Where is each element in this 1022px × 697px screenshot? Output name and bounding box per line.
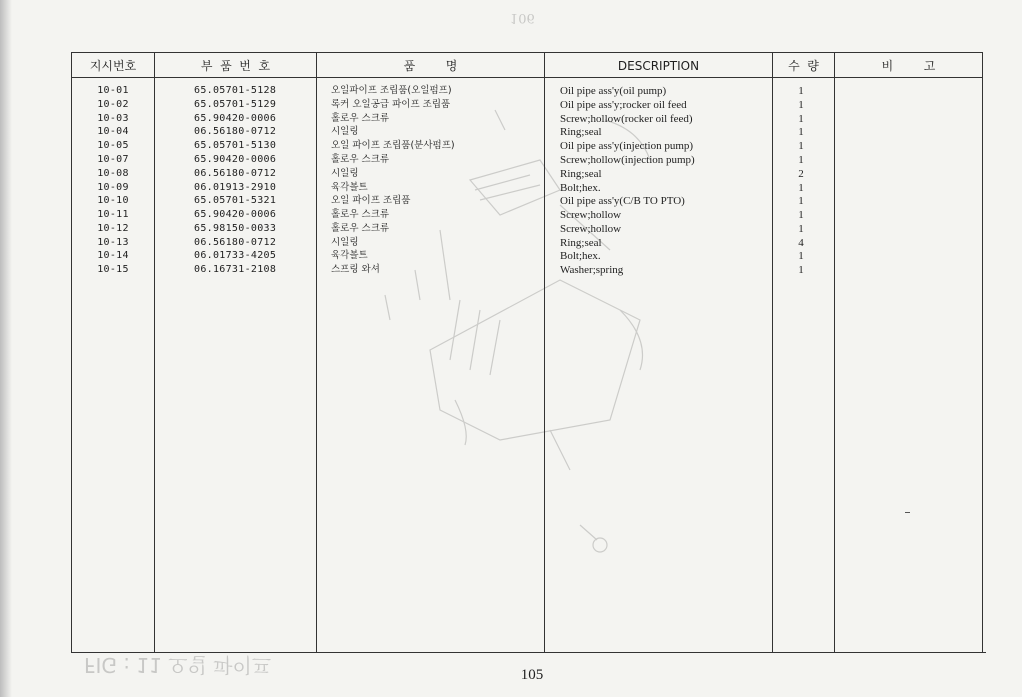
part-name-cell: 오일파이프 조립품(오일펌프) — [331, 85, 452, 96]
quantity-cell: 1 — [798, 99, 804, 111]
index-no-cell: 10-14 — [97, 250, 129, 261]
quantity-cell: 1 — [798, 250, 804, 262]
part-no-cell: 06.56180-0712 — [194, 126, 277, 137]
part-name-cell: 록커 오일공급 파이프 조립품 — [331, 99, 451, 110]
part-name-cell: 오일 파이프 조립품(분사펌프) — [331, 140, 455, 151]
index-no-cell: 10-05 — [97, 140, 129, 151]
description-cell: Oil pipe ass'y(C/B TO PTO) — [560, 195, 685, 207]
part-no-cell: 06.01913-2910 — [194, 182, 277, 193]
part-no-cell: 06.56180-0712 — [194, 168, 277, 179]
table-row — [0, 112, 1022, 126]
part-name-cell: 홀로우 스크류 — [331, 113, 390, 124]
index-no-cell: 10-03 — [97, 113, 129, 124]
quantity-cell: 1 — [798, 126, 804, 138]
index-no-cell: 10-01 — [97, 85, 129, 96]
quantity-cell: 1 — [798, 182, 804, 194]
header-description: DESCRIPTION — [617, 59, 700, 73]
part-no-cell: 65.90420-0006 — [194, 154, 277, 165]
part-name-cell: 시일링 — [331, 168, 359, 179]
quantity-cell: 1 — [798, 140, 804, 152]
table-row — [0, 194, 1022, 208]
table-row — [0, 181, 1022, 195]
index-no-cell: 10-15 — [97, 264, 129, 275]
table-header-rule — [71, 77, 982, 78]
part-no-cell: 65.05701-5129 — [194, 99, 277, 110]
index-no-cell: 10-08 — [97, 168, 129, 179]
part-name-cell: 홀로우 스크류 — [331, 209, 390, 220]
part-no-cell: 65.90420-0006 — [194, 209, 277, 220]
description-cell: Oil pipe ass'y;rocker oil feed — [560, 99, 687, 111]
description-cell: Ring;seal — [560, 168, 602, 180]
description-cell: Bolt;hex. — [560, 182, 601, 194]
description-cell: Bolt;hex. — [560, 250, 601, 262]
table-row — [0, 125, 1022, 139]
header-remarks: 비 고 — [881, 59, 936, 73]
part-no-cell: 65.05701-5321 — [194, 195, 277, 206]
header-index-no: 지시번호 — [89, 59, 137, 73]
index-no-cell: 10-09 — [97, 182, 129, 193]
quantity-cell: 1 — [798, 209, 804, 221]
quantity-cell: 1 — [798, 85, 804, 97]
index-no-cell: 10-12 — [97, 223, 129, 234]
table-row — [0, 222, 1022, 236]
part-no-cell: 65.05701-5130 — [194, 140, 277, 151]
index-no-cell: 10-02 — [97, 99, 129, 110]
description-cell: Ring;seal — [560, 126, 602, 138]
table-row — [0, 153, 1022, 167]
part-no-cell: 65.05701-5128 — [194, 85, 277, 96]
quantity-cell: 1 — [798, 154, 804, 166]
description-cell: Washer;spring — [560, 264, 624, 276]
description-cell: Screw;hollow — [560, 223, 622, 235]
part-no-cell: 06.16731-2108 — [194, 264, 277, 275]
index-no-cell: 10-04 — [97, 126, 129, 137]
table-bottom-rule — [71, 652, 986, 653]
part-name-cell: 홀로우 스크류 — [331, 154, 390, 165]
table-row — [0, 208, 1022, 222]
bleed-through-page-number: 106 — [510, 10, 535, 25]
description-cell: Screw;hollow(injection pump) — [560, 154, 695, 166]
part-name-cell: 스프링 와셔 — [331, 264, 380, 275]
part-name-cell: 시일링 — [331, 126, 359, 137]
table-row — [0, 236, 1022, 250]
table-row — [0, 167, 1022, 181]
quantity-cell: 1 — [798, 264, 804, 276]
table-row — [0, 263, 1022, 277]
part-name-cell: 시일링 — [331, 237, 359, 248]
description-cell: Oil pipe ass'y(oil pump) — [560, 85, 667, 97]
stray-mark — [905, 512, 910, 513]
quantity-cell: 2 — [798, 168, 804, 180]
quantity-cell: 4 — [798, 237, 804, 249]
header-part-no: 부 품 번 호 — [200, 59, 271, 73]
description-cell: Oil pipe ass'y(injection pump) — [560, 140, 694, 152]
table-row — [0, 139, 1022, 153]
page-number: 105 — [520, 667, 544, 683]
table-row — [0, 98, 1022, 112]
part-no-cell: 65.90420-0006 — [194, 113, 277, 124]
part-name-cell: 육각볼트 — [331, 250, 368, 261]
quantity-cell: 1 — [798, 113, 804, 125]
part-no-cell: 06.01733-4205 — [194, 250, 277, 261]
part-no-cell: 06.56180-0712 — [194, 237, 277, 248]
quantity-cell: 1 — [798, 195, 804, 207]
header-part-name: 품 명 — [403, 59, 458, 73]
bleed-through-figure-caption: FIG : 11 오일 파이프 — [84, 653, 272, 677]
description-cell: Screw;hollow — [560, 209, 622, 221]
index-no-cell: 10-11 — [97, 209, 129, 220]
header-quantity: 수 량 — [788, 59, 819, 73]
index-no-cell: 10-07 — [97, 154, 129, 165]
part-name-cell: 홀로우 스크류 — [331, 223, 390, 234]
table-top-rule — [71, 52, 982, 53]
description-cell: Screw;hollow(rocker oil feed) — [560, 113, 693, 125]
part-no-cell: 65.98150-0033 — [194, 223, 277, 234]
part-name-cell: 육각볼트 — [331, 182, 368, 193]
part-name-cell: 오일 파이프 조립품 — [331, 195, 411, 206]
table-row — [0, 249, 1022, 263]
index-no-cell: 10-10 — [97, 195, 129, 206]
quantity-cell: 1 — [798, 223, 804, 235]
description-cell: Ring;seal — [560, 237, 602, 249]
index-no-cell: 10-13 — [97, 237, 129, 248]
table-row — [0, 84, 1022, 98]
